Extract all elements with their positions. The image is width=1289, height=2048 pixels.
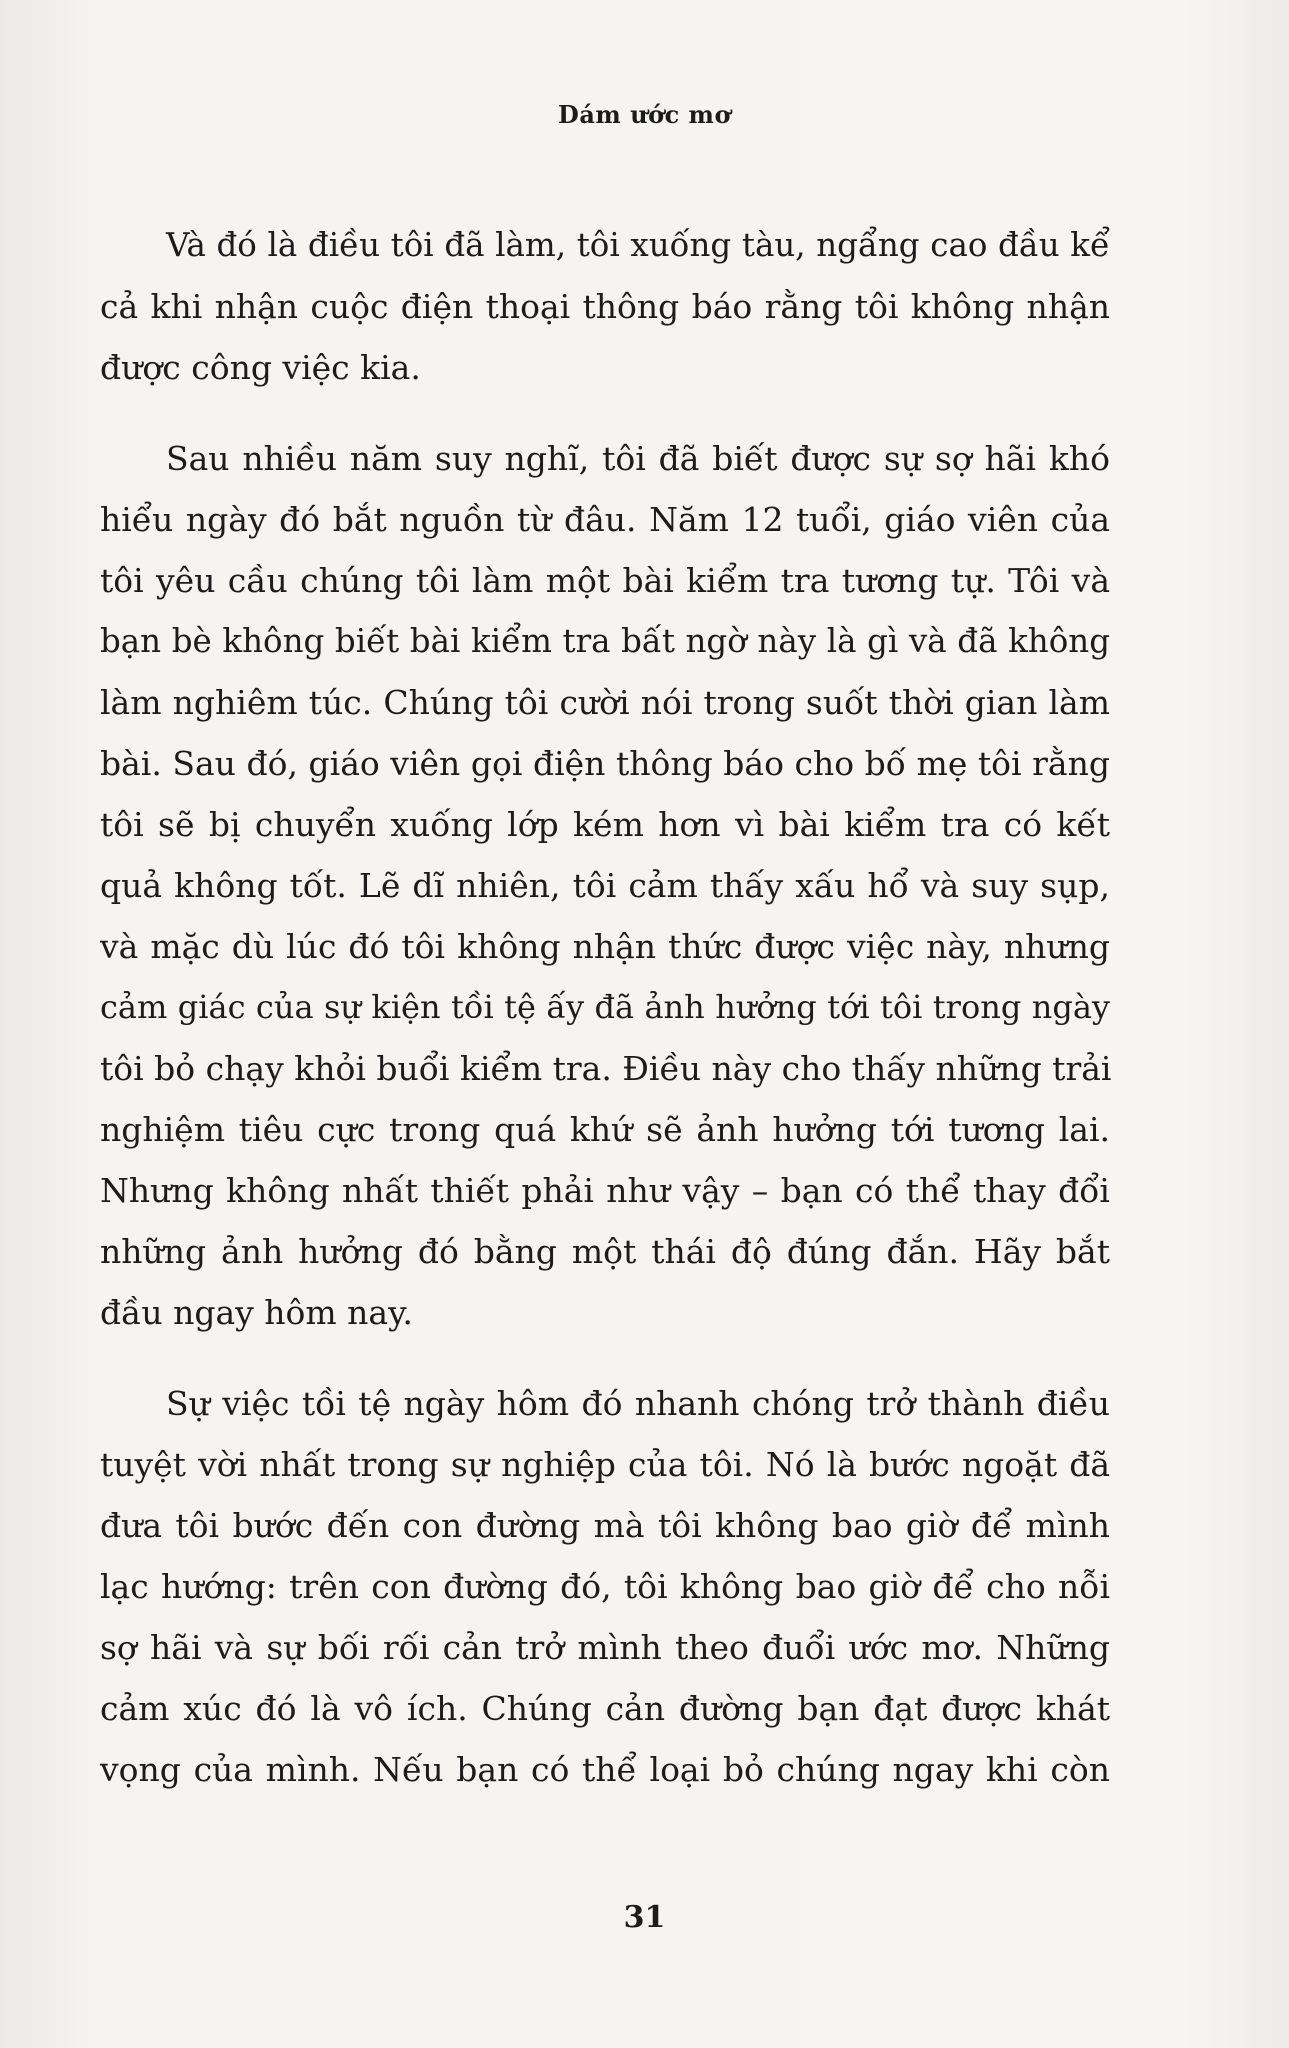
paragraph [100, 215, 1110, 398]
text-line: bài. Sau đó, giáo viên gọi điện thông báo cho bố mẹ tôi rằng [100, 744, 1110, 783]
paragraph [100, 428, 1110, 1343]
text-line: cảm xúc đó là vô ích. Chúng cản đường bạn đạt được khát [100, 1689, 1110, 1728]
text-line: tuyệt vời nhất trong sự nghiệp của tôi. Nó là bước ngoặt đã [100, 1445, 1110, 1484]
text-line: hiểu ngày đó bắt nguồn từ đâu. Năm 12 tuổi, giáo viên của [100, 500, 1110, 539]
text-line: quả không tốt. Lẽ dĩ nhiên, tôi cảm thấy xấu hổ và suy sụp, [100, 866, 1110, 905]
running-head-title: Dám ước mơ [558, 100, 731, 129]
text-line: tôi sẽ bị chuyển xuống lớp kém hơn vì bài kiểm tra có kết [100, 805, 1110, 844]
text-line: vọng của mình. Nếu bạn có thể loại bỏ chúng ngay khi còn [100, 1750, 1110, 1789]
text-line: và mặc dù lúc đó tôi không nhận thức được việc này, nhưng [100, 927, 1110, 966]
text-line: sợ hãi và sự bối rối cản trở mình theo đuổi ước mơ. Những [100, 1628, 1110, 1667]
text-line: bạn bè không biết bài kiểm tra bất ngờ này là gì và đã không [100, 622, 1110, 660]
text-line: Sự việc tồi tệ ngày hôm đó nhanh chóng trở thành điều [166, 1384, 1110, 1423]
text-line: làm nghiêm túc. Chúng tôi cười nói trong suốt thời gian làm [100, 683, 1110, 722]
text-line: lạc hướng: trên con đường đó, tôi không bao giờ để cho nỗi [100, 1567, 1110, 1606]
page-number: 31 [623, 1900, 666, 1935]
text-line: được công việc kia. [100, 348, 421, 387]
text-line: Sau nhiều năm suy nghĩ, tôi đã biết được sự sợ hãi khó [166, 439, 1110, 478]
text-line: cảm giác của sự kiện tồi tệ ấy đã ảnh hưởng tới tôi trong ngày [100, 988, 1110, 1026]
text-line: Nhưng không nhất thiết phải như vậy – bạn có thể thay đổi [100, 1171, 1110, 1210]
text-line: Và đó là điều tôi đã làm, tôi xuống tàu, ngẩng cao đầu kể [166, 226, 1110, 264]
text-line: nghiệm tiêu cực trong quá khứ sẽ ảnh hưởng tới tương lai. [100, 1110, 1110, 1149]
text-line: tôi yêu cầu chúng tôi làm một bài kiểm tra tương tự. Tôi và [100, 561, 1110, 600]
text-line: tôi bỏ chạy khỏi buổi kiểm tra. Điều này cho thấy những trải [100, 1049, 1112, 1088]
text-line: đưa tôi bước đến con đường mà tôi không bao giờ để mình [100, 1506, 1110, 1545]
text-line: những ảnh hưởng đó bằng một thái độ đúng đắn. Hãy bắt [100, 1232, 1110, 1271]
paragraph [100, 1373, 1110, 1800]
text-line: đầu ngay hôm nay. [100, 1293, 413, 1332]
body-text [100, 215, 1110, 1830]
text-line: cả khi nhận cuộc điện thoại thông báo rằng tôi không nhận [100, 287, 1110, 326]
